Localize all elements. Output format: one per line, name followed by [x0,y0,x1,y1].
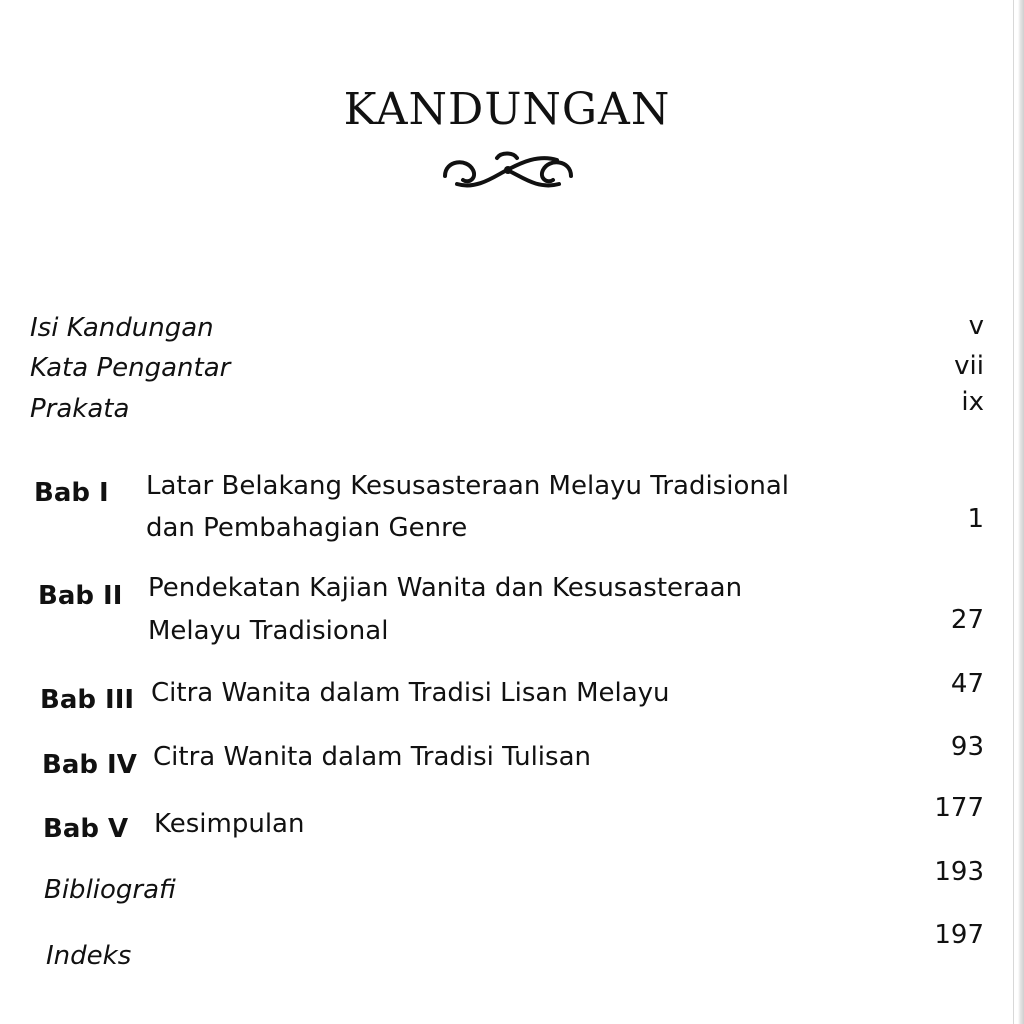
chapter-label-bab-i: Bab I [34,478,109,508]
page-title: KANDUNGAN [343,84,671,135]
toc-page-indeks: 197 [934,920,984,950]
toc-page-kata-pengantar: vii [954,351,984,381]
flourish-ornament-icon [437,146,579,194]
chapter-page-bab-iv: 93 [950,732,984,762]
page-edge-shadow [1018,0,1024,1024]
chapter-title-bab-ii-line1: Pendekatan Kajian Wanita dan Kesusasteraan [148,573,743,603]
chapter-title-bab-iii: Citra Wanita dalam Tradisi Lisan Melayu [151,678,670,708]
chapter-title-bab-iv: Citra Wanita dalam Tradisi Tulisan [153,742,591,772]
chapter-label-bab-v: Bab V [43,814,129,844]
chapter-title-bab-i-line2: dan Pembahagian Genre [146,513,468,543]
toc-page-bibliografi: 193 [934,857,984,887]
chapter-page-bab-ii: 27 [950,605,984,635]
toc-entry-bibliografi: Bibliografi [44,875,176,905]
toc-entry-kata-pengantar: Kata Pengantar [30,353,231,383]
toc-entry-indeks: Indeks [46,941,132,971]
chapter-label-bab-ii: Bab II [38,581,123,611]
chapter-title-bab-v: Kesimpulan [154,809,305,839]
toc-entry-isi-kandungan: Isi Kandungan [30,313,214,343]
chapter-page-bab-i: 1 [967,504,984,534]
chapter-title-bab-i-line1: Latar Belakang Kesusasteraan Melayu Tradisional [146,471,789,501]
chapter-page-bab-v: 177 [934,793,984,823]
chapter-page-bab-iii: 47 [950,669,984,699]
toc-page-prakata: ix [961,387,984,417]
chapter-title-bab-ii-line2: Melayu Tradisional [148,616,389,646]
toc-page-isi-kandungan: v [968,311,984,341]
toc-entry-prakata: Prakata [30,394,130,424]
chapter-label-bab-iii: Bab III [40,685,135,715]
chapter-label-bab-iv: Bab IV [42,750,137,780]
page-edge-line [1013,0,1014,1024]
